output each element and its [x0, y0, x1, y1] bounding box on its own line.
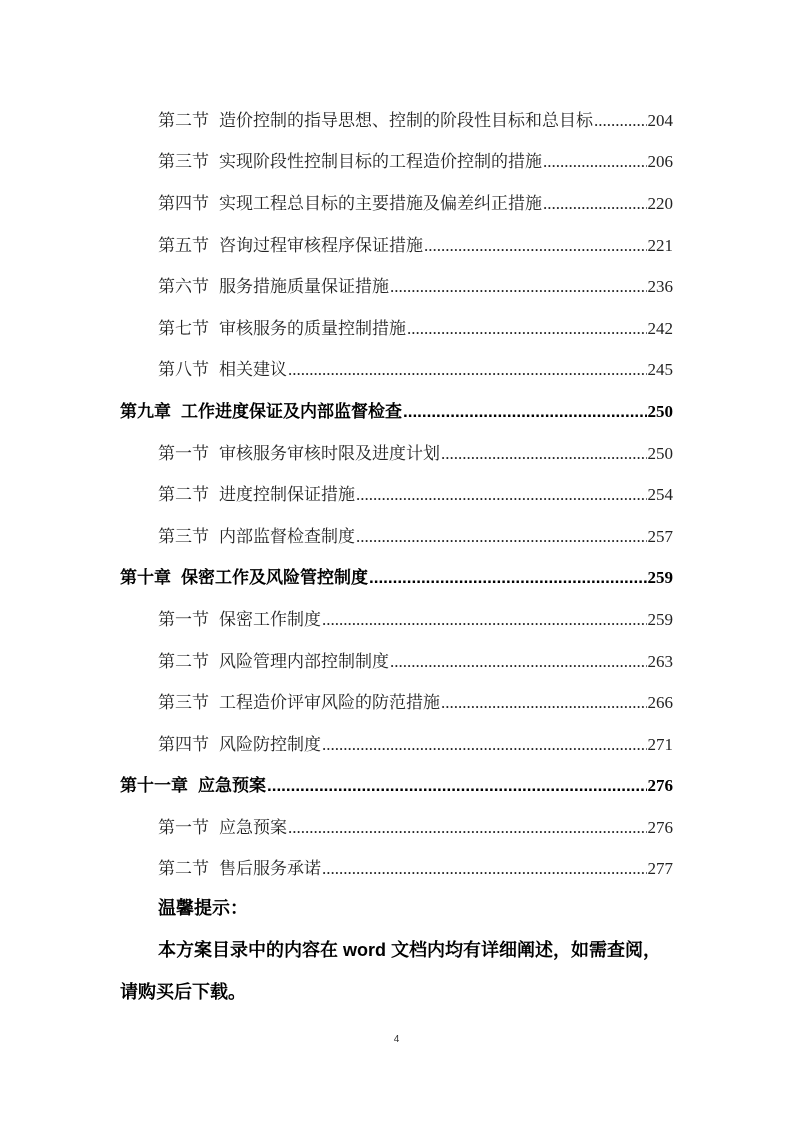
toc-entry-number: 第八节	[158, 360, 209, 380]
notice-text-line-1: 本方案目录中的内容在 word 文档内均有详细阐述，如需查阅，	[158, 940, 661, 960]
toc-entry-title: 造价控制的指导思想、控制的阶段性目标和总目标	[219, 110, 593, 130]
toc-entry-number: 第一节	[158, 443, 209, 463]
toc-entry-section[interactable]	[0, 225, 793, 267]
notice-title: 温馨提示：	[158, 898, 248, 918]
toc-entry-page: 257	[647, 526, 673, 546]
toc-entry-page: 277	[647, 859, 673, 879]
toc-entry-page: 250	[647, 401, 673, 421]
toc-dot-leader	[369, 568, 647, 588]
toc-entry-title: 售后服务承诺	[219, 859, 321, 879]
toc-entry-number: 第一节	[158, 817, 209, 837]
toc-dot-leader	[267, 776, 647, 796]
toc-dot-leader	[288, 818, 647, 838]
toc-entry-page: 204	[647, 110, 673, 130]
toc-entry-number: 第五节	[158, 235, 209, 255]
toc-entry-title: 应急预案	[198, 776, 266, 796]
toc-entry-number: 第十章	[120, 568, 171, 588]
toc-entry-page: 266	[647, 693, 673, 713]
toc-entry-section[interactable]	[0, 350, 793, 392]
toc-entry-title: 服务措施质量保证措施	[219, 277, 389, 297]
toc-entry-page: 254	[647, 485, 673, 505]
toc-entry-number: 第七节	[158, 318, 209, 338]
toc-entry-number: 第二节	[158, 651, 209, 671]
toc-entry-section[interactable]	[0, 599, 793, 641]
toc-entry-section[interactable]	[0, 100, 793, 142]
toc-entry-number: 第四节	[158, 734, 209, 754]
toc-dot-leader	[390, 277, 647, 297]
toc-entry-number: 第三节	[158, 526, 209, 546]
toc-entry-section[interactable]	[0, 433, 793, 475]
toc-entry-page: 221	[647, 235, 673, 255]
notice-text-line-2: 请购买后下载。	[120, 982, 246, 1002]
toc-entry-number: 第二节	[158, 110, 209, 130]
toc-entry-section[interactable]	[0, 474, 793, 516]
toc-dot-leader	[322, 735, 647, 755]
toc-entry-title: 风险防控制度	[219, 734, 321, 754]
toc-dot-leader	[288, 360, 647, 380]
toc-entry-page: 259	[647, 568, 673, 588]
toc-entry-page: 250	[647, 443, 673, 463]
toc-entry-number: 第二节	[158, 859, 209, 879]
toc-entry-page: 276	[647, 776, 673, 796]
toc-entry-section[interactable]	[0, 724, 793, 766]
toc-entry-title: 内部监督检查制度	[219, 526, 355, 546]
toc-entry-number: 第三节	[158, 152, 209, 172]
toc-entry-section[interactable]	[0, 849, 793, 891]
toc-entry-page: 271	[647, 734, 673, 754]
toc-entry-chapter[interactable]	[0, 391, 793, 433]
toc-dot-leader	[356, 485, 647, 505]
page-number: 4	[393, 1034, 400, 1045]
toc-entry-title: 实现阶段性控制目标的工程造价控制的措施	[219, 152, 542, 172]
toc-dot-leader	[441, 693, 647, 713]
toc-entry-section[interactable]	[0, 142, 793, 184]
toc-entry-chapter[interactable]	[0, 558, 793, 600]
toc-entry-number: 第四节	[158, 193, 209, 213]
toc-entry-page: 259	[647, 609, 673, 629]
toc-entry-title: 进度控制保证措施	[219, 485, 355, 505]
toc-entry-title: 审核服务审核时限及进度计划	[219, 443, 440, 463]
toc-entry-page: 242	[647, 318, 673, 338]
toc-entry-section[interactable]	[0, 266, 793, 308]
toc-entry-title: 咨询过程审核程序保证措施	[219, 235, 423, 255]
toc-entry-title: 工作进度保证及内部监督检查	[181, 401, 402, 421]
toc-entry-title: 审核服务的质量控制措施	[219, 318, 406, 338]
toc-entry-page: 263	[647, 651, 673, 671]
table-of-contents	[0, 100, 793, 890]
toc-dot-leader	[543, 152, 647, 172]
toc-entry-section[interactable]	[0, 516, 793, 558]
toc-entry-page: 276	[647, 817, 673, 837]
toc-entry-section[interactable]	[0, 807, 793, 849]
toc-entry-title: 保密工作制度	[219, 609, 321, 629]
toc-entry-title: 实现工程总目标的主要措施及偏差纠正措施	[219, 193, 542, 213]
toc-entry-page: 236	[647, 277, 673, 297]
toc-entry-title: 保密工作及风险管控制度	[181, 568, 368, 588]
toc-entry-number: 第六节	[158, 277, 209, 297]
toc-entry-number: 第十一章	[120, 776, 188, 796]
toc-dot-leader	[543, 194, 647, 214]
toc-entry-section[interactable]	[0, 183, 793, 225]
toc-entry-number: 第二节	[158, 485, 209, 505]
toc-entry-section[interactable]	[0, 641, 793, 683]
toc-entry-section[interactable]	[0, 308, 793, 350]
toc-entry-title: 工程造价评审风险的防范措施	[219, 693, 440, 713]
toc-entry-chapter[interactable]	[0, 766, 793, 808]
toc-dot-leader	[322, 859, 647, 879]
toc-dot-leader	[356, 527, 647, 547]
toc-entry-page: 220	[647, 193, 673, 213]
toc-entry-page: 206	[647, 152, 673, 172]
toc-entry-title: 风险管理内部控制制度	[219, 651, 389, 671]
toc-entry-page: 245	[647, 360, 673, 380]
toc-dot-leader	[594, 111, 647, 131]
toc-entry-title: 相关建议	[219, 360, 287, 380]
toc-entry-number: 第一节	[158, 609, 209, 629]
toc-entry-number: 第三节	[158, 693, 209, 713]
toc-dot-leader	[441, 444, 647, 464]
toc-dot-leader	[390, 652, 647, 672]
toc-dot-leader	[407, 319, 647, 339]
toc-dot-leader	[424, 236, 647, 256]
toc-entry-title: 应急预案	[219, 817, 287, 837]
toc-entry-section[interactable]	[0, 682, 793, 724]
toc-dot-leader	[322, 610, 647, 630]
toc-entry-number: 第九章	[120, 401, 171, 421]
toc-dot-leader	[403, 402, 647, 422]
